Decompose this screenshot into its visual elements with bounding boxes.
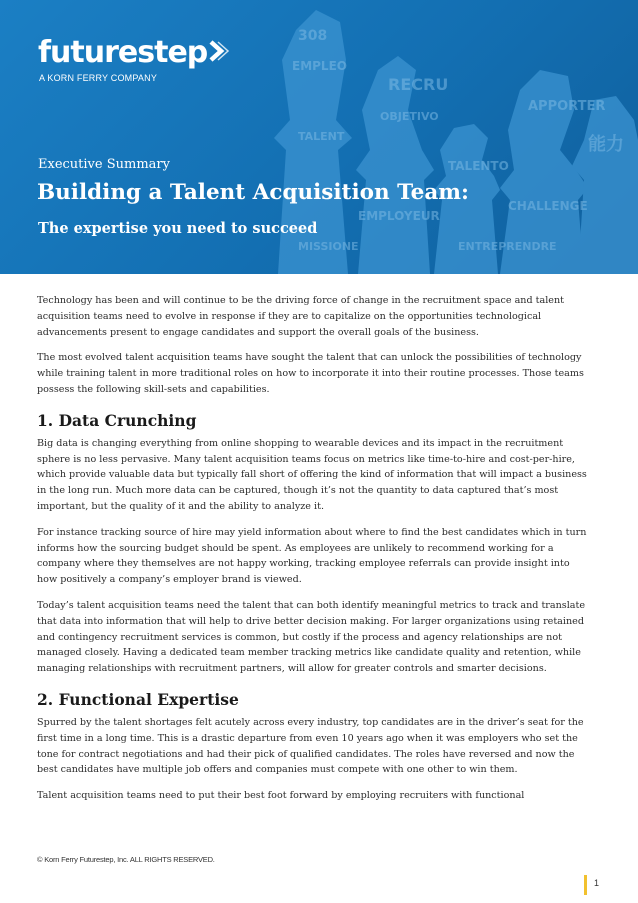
page-number-accent-bar [584,875,587,895]
document-eyebrow: Executive Summary [38,157,170,172]
svg-text:RECRU: RECRU [388,75,449,94]
svg-text:TALENTO: TALENTO [448,159,509,173]
brand-logo [38,35,230,70]
section1-paragraph-2: For instance tracking source of hire may yield information about where to find the best candidates which in turn informs how the sourcing budget should be spent. As employees are unlikely to recommend working for a company where they themselves are not happy working, tracking employee referrals can provide insight into how positively a company’s employer brand is viewed. [37,526,587,586]
section1-paragraph-1: Big data is changing everything from online shopping to wearable devices and its impact in the recruitment sphere is no less pervasive. Many talent acquisition teams focus on metrics like time-to-hire and cost-per-hire, which provide valuable data but typically fall short of offering the kind of information that will impact a business in the long run. Much more data can be captured, though it’s not the quantity to data captured that’s most important, but the quality of it and the ability to analyze it. [37,437,587,512]
page-number: 1 [594,878,600,888]
svg-text:308: 308 [298,28,328,44]
copyright-notice: © Korn Ferry Futurestep, Inc. ALL RIGHTS RESERVED. [37,855,215,864]
svg-text:EMPLOYEUR: EMPLOYEUR [358,209,440,223]
intro-paragraph-2: The most evolved talent acquisition teams have sought the talent that can unlock the possibilities of technology while training talent in more traditional roles on how to incorporate it into their routine processes. Those teams possess the following skill-sets and capabilities. [37,352,584,395]
section2-paragraph-2: Talent acquisition teams need to put their best foot forward by employing recruiters with functional [37,790,525,802]
svg-text:APPORTER: APPORTER [528,99,606,114]
page-subtitle: The expertise you need to succeed [38,220,318,237]
brand-wordmark: futurestep [38,35,208,70]
intro-paragraph-1: Technology has been and will continue to be the driving force of change in the recruitment space and talent acquisition teams need to evolve in response if they are to capitalize on the opportunities technological advancements present to engage candidates and support the overall goals of the business. [37,295,565,338]
hero-banner [0,0,638,274]
svg-text:OBJETIVO: OBJETIVO [380,110,439,123]
svg-text:EMPLEO: EMPLEO [292,59,347,73]
svg-text:MISSIONE: MISSIONE [298,240,359,253]
page-title: Building a Talent Acquisition Team: [37,180,469,205]
section-heading-data-crunching: 1. Data Crunching [37,410,197,430]
section2-paragraph-1: Spurred by the talent shortages felt acutely across every industry, top candidates are in the driver’s seat for the first time in a long time. This is a drastic departure from even 10 years ago when it was employers who set the tone for contract negotiations and had their pick of qualified candidates. The roles have reversed and now the best candidates have multiple job offers and companies must compete with one other to win them. [37,716,584,776]
svg-text:CHALLENGE: CHALLENGE [508,199,588,213]
brand-tagline: A KORN FERRY COMPANY [39,73,158,83]
section-heading-functional-expertise: 2. Functional Expertise [37,689,239,709]
svg-text:ENTREPRENDRE: ENTREPRENDRE [458,240,557,253]
chevron-right-icon [208,38,230,64]
section1-paragraph-3: Today’s talent acquisition teams need the talent that can both identify meaningful metrics to track and translate that data into information that will help to drive better decision making. For larger organizations using retained and contingency recruitment services is common, but costly if the process and agency relationships are not managed closely. Having a dedicated team member tracking metrics like candidate quality and retention, while managing relationships with recruitment partners, will allow for greater controls and smarter decisions. [37,599,586,675]
svg-text:能力: 能力 [588,134,624,155]
svg-text:TALENT: TALENT [298,130,345,143]
document-body [37,293,590,814]
